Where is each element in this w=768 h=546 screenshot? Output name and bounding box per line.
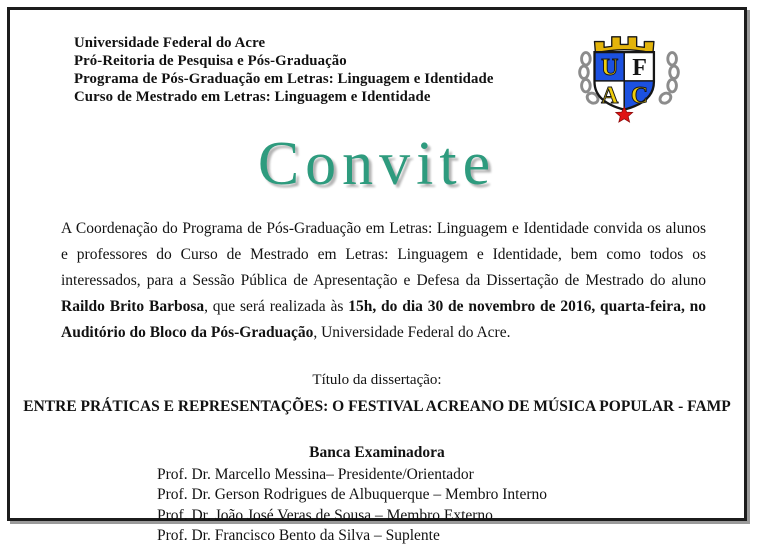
committee-member: Prof. Dr. Marcello Messina– Presidente/Orientador: [157, 466, 474, 483]
header-line: Pró-Reitoria de Pesquisa e Pós-Graduação: [74, 53, 347, 69]
committee-member: Prof. Dr. Francisco Bento da Silva – Suplente: [157, 526, 440, 544]
committee-member: Prof. Dr. Gerson Rodrigues de Albuquerque – Membro Interno: [157, 486, 548, 504]
body-text-segment: A Coordenação do Programa de Pós-Graduação em Letras: Linguagem e Identidade convida os alunos e professores do Curso de Mestrado em Letras: Linguagem e Identidade, bem como todos os interessados, para a Sessão Pública de Apresentação e Defesa da Dissertação de Mestrado do aluno: [61, 220, 706, 289]
committee-heading: Banca Examinadora: [309, 444, 445, 461]
ufac-coat-of-arms-icon: [570, 32, 688, 124]
svg-text:U: U: [601, 55, 619, 82]
header-line: Universidade Federal do Acre: [74, 35, 266, 51]
svg-text:A: A: [601, 82, 619, 109]
institution-header: [74, 34, 494, 106]
body-text-segment: Raildo Brito Barbosa: [61, 298, 205, 315]
svg-text:C: C: [630, 82, 649, 109]
body-text-segment: 15h, do dia 30 de novembro de 2016, quarta-feira, no Auditório do Bloco da Pós-Graduação: [61, 298, 706, 341]
header-line: Curso de Mestrado em Letras: Linguagem e Identidade: [74, 89, 431, 105]
svg-text:F: F: [632, 55, 647, 82]
dissertation-title: ENTRE PRÁTICAS E REPRESENTAÇÕES: O FESTIVAL ACREANO DE MÚSICA POPULAR - FAMP: [23, 398, 731, 415]
dissertation-label: Título da dissertação:: [312, 372, 442, 388]
body-text-segment: , que será realizada às: [204, 298, 349, 315]
committee-member: Prof. Dr. João José Veras de Sousa – Membro Externo: [157, 506, 493, 524]
convite-title: Convite: [257, 130, 497, 198]
committee-member-list: [157, 465, 744, 546]
crown: [595, 37, 654, 53]
header-line: Programa de Pós-Graduação em Letras: Linguagem e Identidade: [74, 71, 494, 87]
chain-right: [658, 53, 678, 106]
invitation-document: [7, 7, 747, 544]
body-text-segment: , Universidade Federal do Acre.: [313, 324, 511, 341]
document-header: [10, 10, 744, 124]
invitation-body: [61, 216, 706, 346]
